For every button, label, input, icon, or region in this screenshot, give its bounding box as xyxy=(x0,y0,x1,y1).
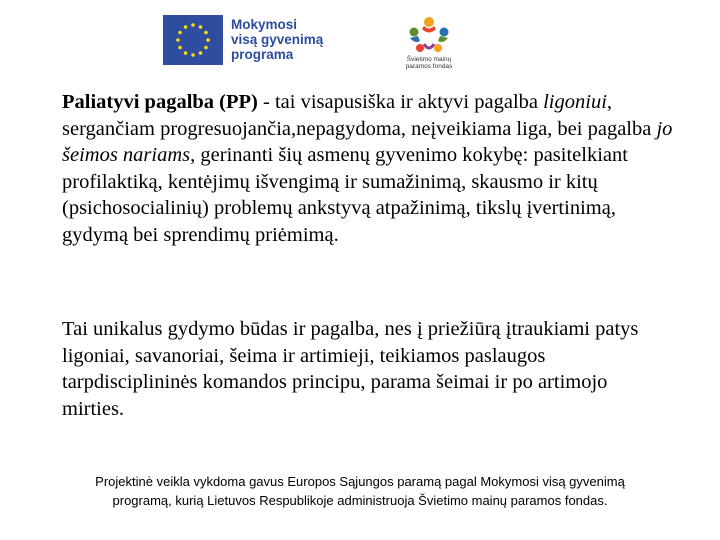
fund-logo-line: paramos fondas xyxy=(405,63,453,70)
text-segment: - tai visapusiška ir aktyvi pagalba xyxy=(257,91,544,113)
eu-star-icon xyxy=(199,51,203,55)
exchange-fund-logo xyxy=(396,14,462,76)
eu-lifelong-learning-logo xyxy=(163,15,331,67)
footer-line: programą, kurią Lietuvos Respublikoje administruoja Švietimo mainų paramos fondas. xyxy=(112,493,608,508)
description-paragraph xyxy=(62,316,662,422)
eu-logo-text xyxy=(231,17,323,62)
eu-logo-line: programa xyxy=(231,47,294,62)
text-segment: , gerinanti šių asmenų gyvenimo kokybę: pasitelkiant profilaktiką, kentėjimų išvengimą ir sumažinimą, skausmo ir kitų (psichosocialinių) problemų ankstyvą atpažinimą, tikslų įvertinimą, gydymą bei sprendimų priėmimą. xyxy=(62,144,628,246)
text-segment: , sergančiam progresuojančia,nepagydoma, neįveikiama liga, bei pagalba xyxy=(62,91,657,140)
eu-star-icon xyxy=(204,31,208,35)
term-bold: Paliatyvi pagalba (PP) xyxy=(62,91,258,113)
description-text: Tai unikalus gydymo būdas ir pagalba, nes į priežiūrą įtraukiami patys ligoniai, savanoriai, šeima ir artimieji, teikiamos paslaugos tarpdisciplininės komandos principu, parama šeimai ir po artimojo mirties. xyxy=(62,318,639,420)
eu-star-icon xyxy=(191,53,195,57)
eu-star-icon xyxy=(191,23,195,27)
people-circle-icon xyxy=(396,14,462,56)
eu-star-icon xyxy=(184,25,188,29)
eu-star-icon xyxy=(178,46,182,50)
italic-patient: ligoniui xyxy=(543,91,607,113)
fund-logo-line: Švietimo mainų xyxy=(406,56,452,63)
eu-star-icon xyxy=(204,46,208,50)
eu-flag-icon xyxy=(163,15,223,65)
definition-paragraph xyxy=(62,89,682,248)
footer-note xyxy=(40,472,680,510)
eu-star-icon xyxy=(206,38,210,42)
eu-star-icon xyxy=(178,31,182,35)
eu-star-icon xyxy=(184,51,188,55)
eu-star-icon xyxy=(176,38,180,42)
eu-logo-line: Mokymosi xyxy=(231,17,298,32)
eu-logo-line: visą gyvenimą xyxy=(231,32,324,47)
italic-family: jo šeimos nariams xyxy=(62,117,673,166)
eu-star-icon xyxy=(199,25,203,29)
exchange-fund-text xyxy=(396,56,462,70)
footer-line: Projektinė veikla vykdoma gavus Europos Sąjungos paramą pagal Mokymosi visą gyvenimą xyxy=(95,474,625,489)
